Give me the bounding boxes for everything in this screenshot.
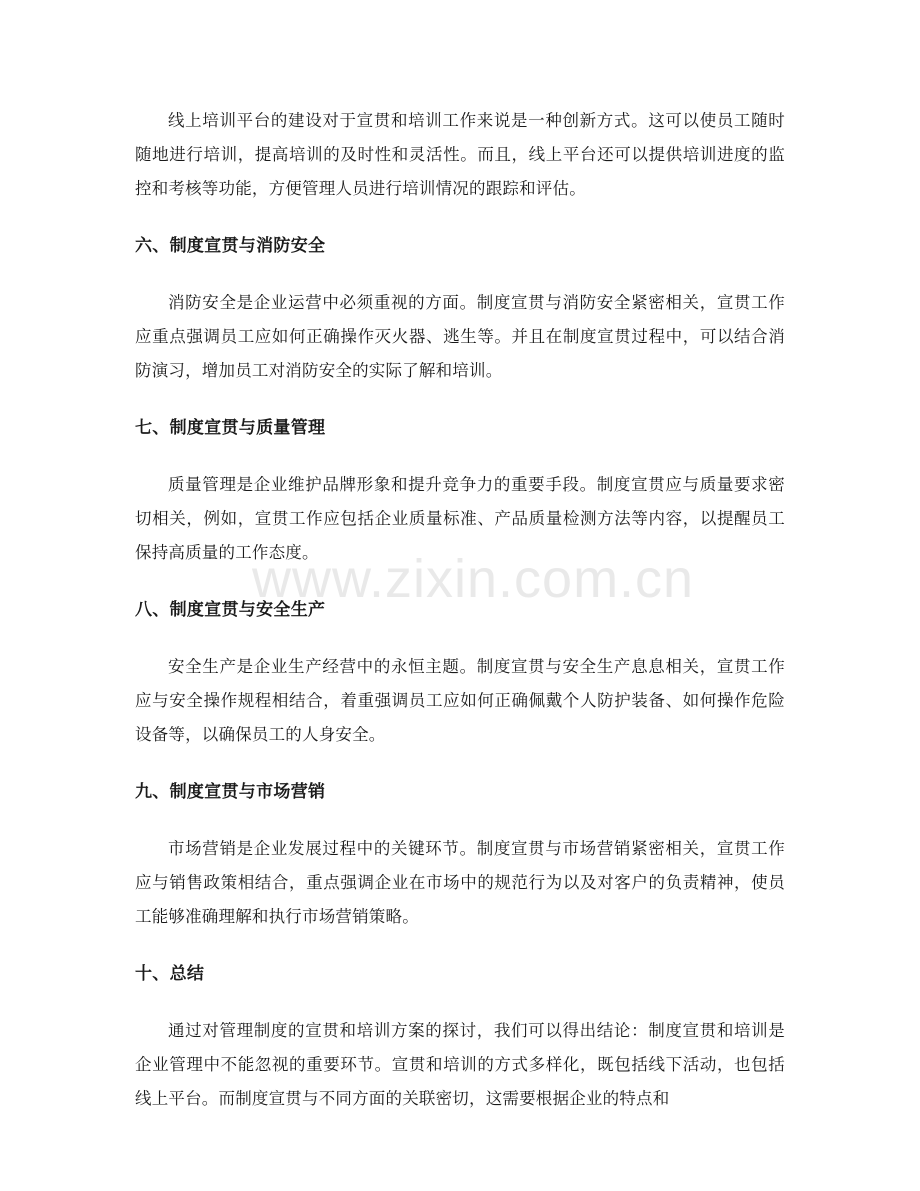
section-heading-8: 八、制度宣贯与安全生产 (135, 600, 326, 620)
section-paragraph-7: 质量管理是企业维护品牌形象和提升竞争力的重要手段。制度宣贯应与质量要求密切相关，例如，宣贯工作应包括企业质量标准、产品质量检测方法等内容，以提醒员工保持高质量的工作态度。 (135, 475, 785, 562)
section-heading-9: 九、制度宣贯与市场营销 (135, 782, 326, 802)
document-body (135, 104, 785, 1116)
watermark-text: www.zixin.com.cn (252, 549, 695, 609)
section-paragraph-6: 消防安全是企业运营中必须重视的方面。制度宣贯与消防安全紧密相关，宣贯工作应重点强调员工应如何正确操作灭火器、逃生等。并且在制度宣贯过程中，可以结合消防演习，增加员工对消防安全的实际了解和培训。 (135, 293, 785, 380)
section-paragraph-10: 通过对管理制度的宣贯和培训方案的探讨，我们可以得出结论：制度宣贯和培训是企业管理中不能忽视的重要环节。宣贯和培训的方式多样化，既包括线下活动，也包括线上平台。而制度宣贯与不同方面的关联密切，这需要根据企业的特点和 (135, 1021, 785, 1108)
intro-paragraph: 线上培训平台的建设对于宣贯和培训工作来说是一种创新方式。这可以使员工随时随地进行培训，提高培训的及时性和灵活性。而且，线上平台还可以提供培训进度的监控和考核等功能，方便管理人员进行培训情况的跟踪和评估。 (135, 111, 785, 198)
section-heading-7: 七、制度宣贯与质量管理 (135, 418, 326, 438)
section-heading-10: 十、总结 (135, 964, 205, 984)
section-paragraph-8: 安全生产是企业生产经营中的永恒主题。制度宣贯与安全生产息息相关，宣贯工作应与安全操作规程相结合，着重强调员工应如何正确佩戴个人防护装备、如何操作危险设备等，以确保员工的人身安全。 (135, 657, 785, 744)
section-heading-6: 六、制度宣贯与消防安全 (135, 236, 326, 256)
section-paragraph-9: 市场营销是企业发展过程中的关键环节。制度宣贯与市场营销紧密相关，宣贯工作应与销售政策相结合，重点强调企业在市场中的规范行为以及对客户的负责精神，使员工能够准确理解和执行市场营销策略。 (135, 839, 785, 926)
